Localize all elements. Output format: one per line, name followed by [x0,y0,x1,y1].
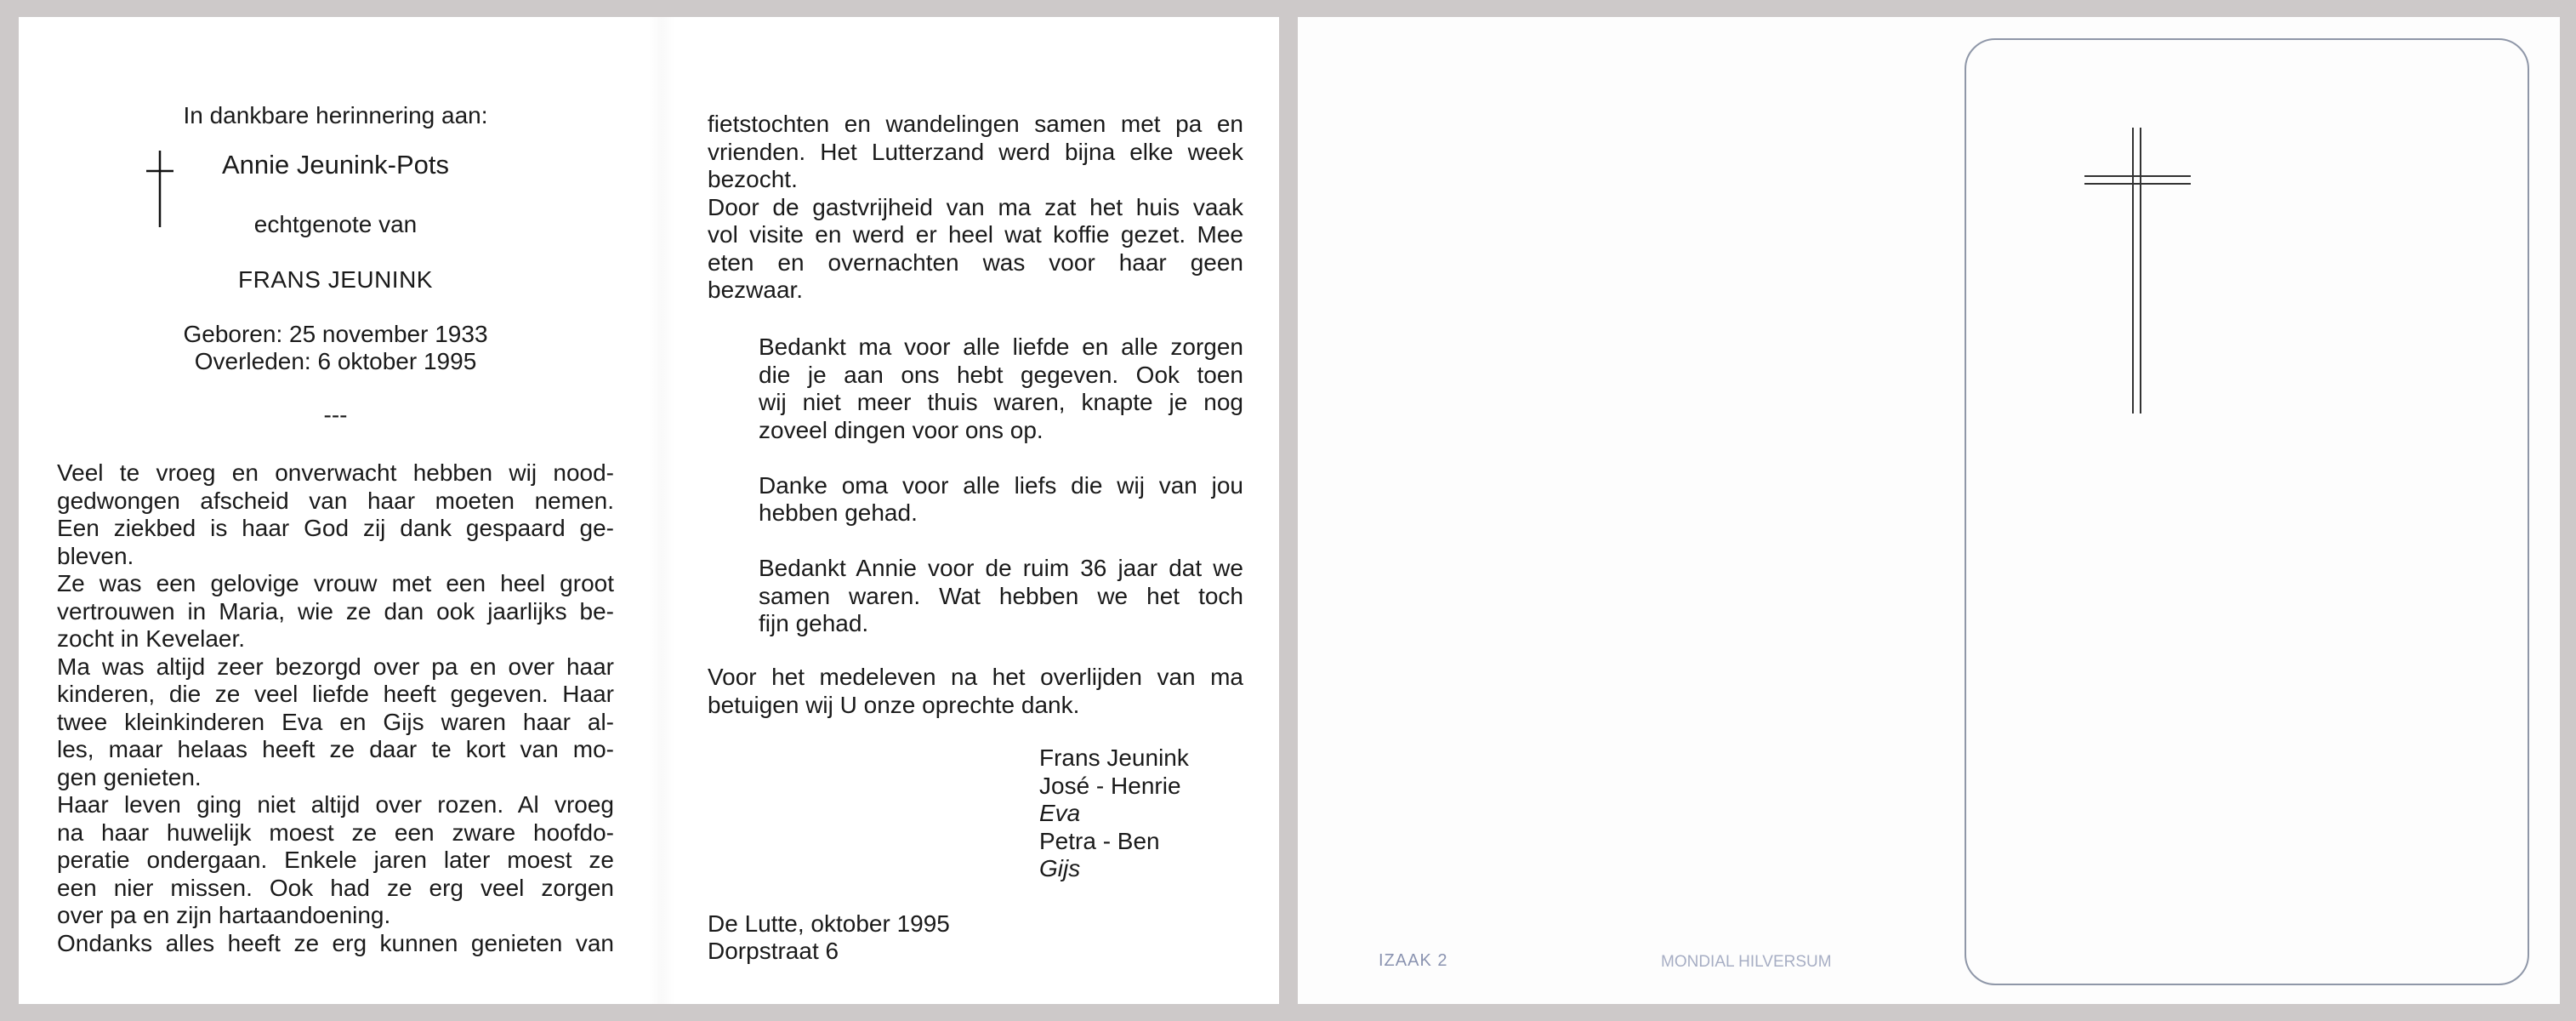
text-line: fijn gehad. [759,610,869,636]
place-date: De Lutte, oktober 1995 [708,910,950,937]
text-line: na haar huwelijk moest ze een zware hoofdo- [57,819,614,846]
text-line: hebben gehad. [759,499,918,526]
text-line: wij niet meer thuis waren, knapte je nog [759,389,1243,415]
text-line: Bedankt ma voor alle liefde en alle zorgen [759,334,1243,360]
text-line: fietstochten en wandelingen samen met pa en [708,111,1243,137]
text-line: Door de gastvrijheid van ma zat het huis vaak [708,193,1243,220]
death-date: Overleden: 6 oktober 1995 [194,348,477,374]
signer: Eva [1039,800,1081,826]
text-line: les, maar helaas heeft ze daar te kort van mo- [57,736,614,762]
text-line: Danke oma voor alle liefs die wij van jou [759,471,1243,499]
thanks-paragraph [759,334,1243,444]
signer: Gijs [1039,855,1081,881]
text-line: een nier missen. Ook had ze erg veel zorgen [57,874,614,901]
text-line: vol visite en werd er heel wat koffie gezet. Mee [708,221,1243,248]
text-line: zocht in Kevelaer. [57,625,246,652]
signers-list [1039,744,1260,883]
text-line: bleven. [57,542,134,569]
thanks-paragraph [759,555,1243,638]
text-line: gen genieten. [57,763,202,790]
text-line: peratie ondergaan. Enkele jaren later moest ze [57,847,614,873]
separator: --- [323,402,348,428]
signer: Frans Jeunink [1039,744,1189,771]
text-line: Haar leven ging niet altijd over rozen. Al vroeg [57,791,614,818]
intro-heading: In dankbare herinnering aan: [183,102,488,128]
memorial-text-continued [708,111,1243,305]
inner-spread [19,17,1279,1004]
text-line: bezocht. [708,166,798,192]
text-line: Een ziekbed is haar God zij dank gespaard ge- [57,515,614,541]
text-line: Bedankt Annie voor de ruim 36 jaar dat we [759,555,1243,581]
spouse-name: FRANS JEUNINK [238,266,433,293]
cross-icon [2084,128,2191,414]
text-line: Veel te vroeg en onverwacht hebben wij nood- [57,459,614,486]
signer: Petra - Ben [1039,827,1160,854]
address: Dorpstraat 6 [708,938,839,964]
fold-line [649,17,674,1004]
text-line: zoveel dingen voor ons op. [759,416,1043,443]
text-line: kinderen, die ze veel liefde heeft gegeven. Haar [57,681,614,707]
text-line: vrienden. Het Lutterzand werd bijna elke week [708,138,1243,165]
text-line: gedwongen afscheid van haar moeten nemen. [57,487,614,514]
text-line: samen waren. Wat hebben we het toch [759,582,1243,609]
text-line: Ma was altijd zeer bezorgd over pa en over haar [57,653,614,680]
thanks-paragraph [759,472,1243,528]
text-line: twee kleinkinderen Eva en Gijs waren haar al- [57,708,614,735]
text-line: vertrouwen in Maria, wie ze dan ook jaarlijks be- [57,597,614,625]
text-line: eten en overnachten was voor haar geen [708,248,1243,276]
card-border [1965,38,2529,985]
memorial-text [57,459,614,957]
text-line: Ondanks alles heeft ze erg kunnen genieten van [57,929,614,956]
birth-date: Geboren: 25 november 1933 [183,321,488,347]
text-line: Voor het medeleven na het overlijden van ma [708,664,1243,690]
outer-spread [1298,17,2560,1004]
text-line: bezwaar. [708,277,804,303]
text-line: over pa en zijn hartaandoening. [57,902,391,928]
text-line: die je aan ons hebt gegeven. Ook toen [759,361,1243,388]
text-line: Ze was een gelovige vrouw met een heel groot [57,570,614,596]
text-line: betuigen wij U onze oprechte dank. [708,691,1080,718]
deceased-name: Annie Jeunink-Pots [221,150,450,180]
signer: José - Henrie [1039,772,1181,799]
card-code: IZAAK 2 [1379,951,1448,970]
closing-text [708,664,1243,719]
printer-imprint: MONDIAL HILVERSUM [1661,953,1832,971]
spouse-intro: echtgenote van [253,211,418,237]
thanks-block [759,334,1243,665]
